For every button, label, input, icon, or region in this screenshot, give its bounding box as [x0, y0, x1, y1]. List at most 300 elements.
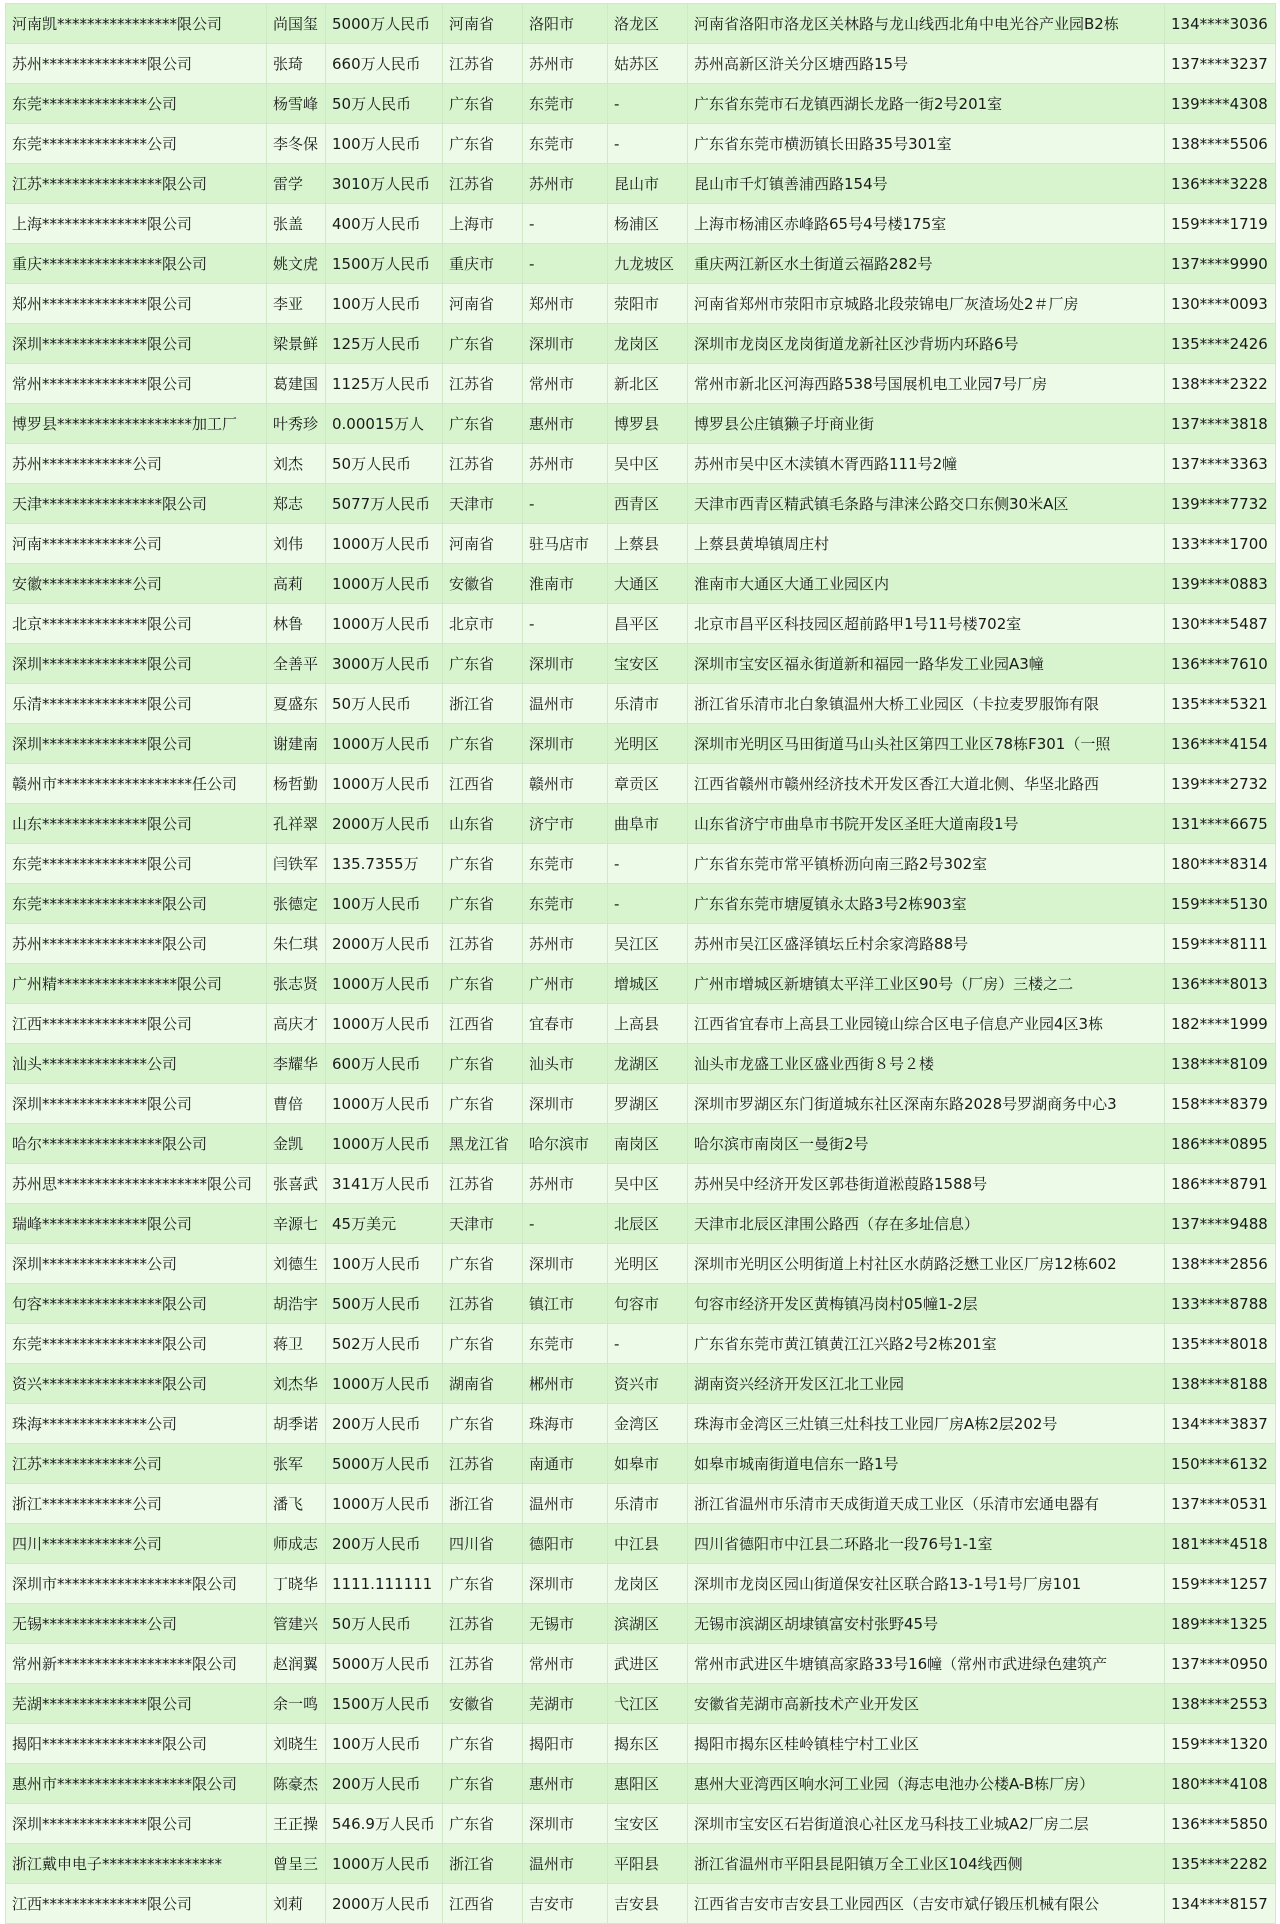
company-name-cell: 深圳**************公司	[6, 1244, 267, 1284]
company-name-cell: 四川************公司	[6, 1524, 267, 1564]
company-name-cell: 江苏************公司	[6, 1444, 267, 1484]
province-cell: 天津市	[443, 1204, 523, 1244]
company-name-cell: 江西**************限公司	[6, 1004, 267, 1044]
address-cell: 如皋市城南街道电信东一路1号	[688, 1444, 1165, 1484]
legal-rep-cell: 孔祥翠	[267, 804, 326, 844]
registered-capital-cell: 1000万人民币	[326, 964, 443, 1004]
city-cell: 淮南市	[523, 564, 608, 604]
city-cell: 驻马店市	[523, 524, 608, 564]
address-cell: 广东省东莞市黄江镇黄江江兴路2号2栋201室	[688, 1324, 1165, 1364]
legal-rep-cell: 李耀华	[267, 1044, 326, 1084]
registered-capital-cell: 135.7355万	[326, 844, 443, 884]
company-name-cell: 东莞****************限公司	[6, 1324, 267, 1364]
district-cell: 吴中区	[608, 444, 688, 484]
district-cell: 弋江区	[608, 1684, 688, 1724]
registered-capital-cell: 2000万人民币	[326, 924, 443, 964]
table-row	[6, 1524, 1276, 1564]
city-cell: 赣州市	[523, 764, 608, 804]
registered-capital-cell: 45万美元	[326, 1204, 443, 1244]
province-cell: 湖南省	[443, 1364, 523, 1404]
province-cell: 广东省	[443, 884, 523, 924]
address-cell: 河南省洛阳市洛龙区关林路与龙山线西北角中电光谷产业园B2栋	[688, 4, 1165, 44]
company-name-cell: 重庆****************限公司	[6, 244, 267, 284]
table-row	[6, 284, 1276, 324]
table-row	[6, 164, 1276, 204]
registered-capital-cell: 1111.111111	[326, 1564, 443, 1604]
province-cell: 重庆市	[443, 244, 523, 284]
company-name-cell: 郑州**************限公司	[6, 284, 267, 324]
city-cell: 东莞市	[523, 124, 608, 164]
address-cell: 四川省德阳市中江县二环路北一段76号1-1室	[688, 1524, 1165, 1564]
legal-rep-cell: 闫铁军	[267, 844, 326, 884]
address-cell: 上海市杨浦区赤峰路65号4号楼175室	[688, 204, 1165, 244]
company-name-cell: 揭阳****************限公司	[6, 1724, 267, 1764]
province-cell: 江苏省	[443, 924, 523, 964]
table-row	[6, 1684, 1276, 1724]
address-cell: 安徽省芜湖市高新技术产业开发区	[688, 1684, 1165, 1724]
address-cell: 深圳市罗湖区东门街道城东社区深南东路2028号罗湖商务中心3	[688, 1084, 1165, 1124]
table-row	[6, 1324, 1276, 1364]
phone-cell: 137****0950	[1165, 1644, 1276, 1684]
registered-capital-cell: 1125万人民币	[326, 364, 443, 404]
phone-cell: 138****5506	[1165, 124, 1276, 164]
district-cell: 如皋市	[608, 1444, 688, 1484]
registered-capital-cell: 125万人民币	[326, 324, 443, 364]
company-name-cell: 苏州************公司	[6, 444, 267, 484]
province-cell: 江苏省	[443, 1644, 523, 1684]
legal-rep-cell: 辛源七	[267, 1204, 326, 1244]
district-cell: 中江县	[608, 1524, 688, 1564]
province-cell: 广东省	[443, 644, 523, 684]
table-row	[6, 404, 1276, 444]
table-row	[6, 684, 1276, 724]
city-cell: 深圳市	[523, 1244, 608, 1284]
district-cell: -	[608, 124, 688, 164]
legal-rep-cell: 尚国玺	[267, 4, 326, 44]
district-cell: 平阳县	[608, 1844, 688, 1884]
city-cell: 深圳市	[523, 324, 608, 364]
city-cell: 苏州市	[523, 1164, 608, 1204]
legal-rep-cell: 梁景鲜	[267, 324, 326, 364]
registered-capital-cell: 1000万人民币	[326, 1484, 443, 1524]
company-name-cell: 上海**************限公司	[6, 204, 267, 244]
address-cell: 惠州大亚湾西区响水河工业园（海志电池办公楼A-B栋厂房）	[688, 1764, 1165, 1804]
city-cell: 洛阳市	[523, 4, 608, 44]
district-cell: 宝安区	[608, 644, 688, 684]
province-cell: 浙江省	[443, 1484, 523, 1524]
registered-capital-cell: 5000万人民币	[326, 1444, 443, 1484]
table-row	[6, 564, 1276, 604]
table-row	[6, 844, 1276, 884]
table-row	[6, 324, 1276, 364]
city-cell: 哈尔滨市	[523, 1124, 608, 1164]
table-row	[6, 1404, 1276, 1444]
table-row	[6, 964, 1276, 1004]
city-cell: 宜春市	[523, 1004, 608, 1044]
legal-rep-cell: 潘飞	[267, 1484, 326, 1524]
address-cell: 上蔡县黄埠镇周庄村	[688, 524, 1165, 564]
city-cell: 深圳市	[523, 1804, 608, 1844]
phone-cell: 159****1257	[1165, 1564, 1276, 1604]
city-cell: 郑州市	[523, 284, 608, 324]
company-name-cell: 天津****************限公司	[6, 484, 267, 524]
province-cell: 河南省	[443, 4, 523, 44]
registered-capital-cell: 100万人民币	[326, 124, 443, 164]
registered-capital-cell: 1500万人民币	[326, 1684, 443, 1724]
province-cell: 广东省	[443, 1044, 523, 1084]
city-cell: 南通市	[523, 1444, 608, 1484]
phone-cell: 135****5321	[1165, 684, 1276, 724]
address-cell: 深圳市龙岗区龙岗街道龙新社区沙背坜内环路6号	[688, 324, 1165, 364]
city-cell: 无锡市	[523, 1604, 608, 1644]
province-cell: 安徽省	[443, 564, 523, 604]
province-cell: 广东省	[443, 1084, 523, 1124]
legal-rep-cell: 刘德生	[267, 1244, 326, 1284]
district-cell: 上蔡县	[608, 524, 688, 564]
phone-cell: 159****5130	[1165, 884, 1276, 924]
province-cell: 广东省	[443, 1324, 523, 1364]
city-cell: 吉安市	[523, 1884, 608, 1924]
city-cell: 东莞市	[523, 884, 608, 924]
district-cell: -	[608, 1324, 688, 1364]
table-row	[6, 724, 1276, 764]
legal-rep-cell: 张志贤	[267, 964, 326, 1004]
registered-capital-cell: 2000万人民币	[326, 804, 443, 844]
address-cell: 汕头市龙盛工业区盛业西街８号２楼	[688, 1044, 1165, 1084]
district-cell: 光明区	[608, 724, 688, 764]
phone-cell: 137****9488	[1165, 1204, 1276, 1244]
company-name-cell: 苏州****************限公司	[6, 924, 267, 964]
legal-rep-cell: 杨雪峰	[267, 84, 326, 124]
phone-cell: 137****0531	[1165, 1484, 1276, 1524]
registered-capital-cell: 50万人民币	[326, 84, 443, 124]
company-name-cell: 乐清**************限公司	[6, 684, 267, 724]
registered-capital-cell: 1000万人民币	[326, 1364, 443, 1404]
legal-rep-cell: 胡季诺	[267, 1404, 326, 1444]
province-cell: 广东省	[443, 1404, 523, 1444]
phone-cell: 138****2322	[1165, 364, 1276, 404]
province-cell: 广东省	[443, 124, 523, 164]
registered-capital-cell: 1000万人民币	[326, 724, 443, 764]
company-table-sheet	[5, 3, 1275, 1924]
table-row	[6, 1604, 1276, 1644]
address-cell: 昆山市千灯镇善浦西路154号	[688, 164, 1165, 204]
city-cell: 珠海市	[523, 1404, 608, 1444]
district-cell: 龙岗区	[608, 1564, 688, 1604]
address-cell: 广东省东莞市塘厦镇永太路3号2栋903室	[688, 884, 1165, 924]
table-row	[6, 204, 1276, 244]
city-cell: 常州市	[523, 364, 608, 404]
table-row	[6, 804, 1276, 844]
district-cell: 荥阳市	[608, 284, 688, 324]
company-name-cell: 常州新******************限公司	[6, 1644, 267, 1684]
registered-capital-cell: 0.00015万人	[326, 404, 443, 444]
company-name-cell: 惠州市******************限公司	[6, 1764, 267, 1804]
city-cell: 东莞市	[523, 1324, 608, 1364]
city-cell: 汕头市	[523, 1044, 608, 1084]
table-row	[6, 1644, 1276, 1684]
registered-capital-cell: 660万人民币	[326, 44, 443, 84]
province-cell: 江西省	[443, 1004, 523, 1044]
province-cell: 江苏省	[443, 1444, 523, 1484]
company-name-cell: 深圳**************限公司	[6, 324, 267, 364]
phone-cell: 180****8314	[1165, 844, 1276, 884]
province-cell: 广东省	[443, 724, 523, 764]
registered-capital-cell: 5077万人民币	[326, 484, 443, 524]
legal-rep-cell: 高庆才	[267, 1004, 326, 1044]
district-cell: 章贡区	[608, 764, 688, 804]
city-cell: 苏州市	[523, 444, 608, 484]
city-cell: 温州市	[523, 1844, 608, 1884]
company-name-cell: 深圳市******************限公司	[6, 1564, 267, 1604]
address-cell: 广州市增城区新塘镇太平洋工业区90号（厂房）三楼之二	[688, 964, 1165, 1004]
address-cell: 江西省宜春市上高县工业园镜山综合区电子信息产业园4区3栋	[688, 1004, 1165, 1044]
registered-capital-cell: 100万人民币	[326, 1724, 443, 1764]
district-cell: 杨浦区	[608, 204, 688, 244]
city-cell: 芜湖市	[523, 1684, 608, 1724]
company-name-cell: 浙江************公司	[6, 1484, 267, 1524]
registered-capital-cell: 1000万人民币	[326, 764, 443, 804]
province-cell: 广东省	[443, 1244, 523, 1284]
table-body	[6, 4, 1276, 1924]
table-row	[6, 364, 1276, 404]
registered-capital-cell: 1000万人民币	[326, 1124, 443, 1164]
city-cell: 深圳市	[523, 1084, 608, 1124]
table-row	[6, 1124, 1276, 1164]
address-cell: 浙江省温州市平阳县昆阳镇万全工业区104线西侧	[688, 1844, 1165, 1884]
city-cell: 深圳市	[523, 1564, 608, 1604]
province-cell: 广东省	[443, 84, 523, 124]
district-cell: 吉安县	[608, 1884, 688, 1924]
city-cell: 东莞市	[523, 844, 608, 884]
legal-rep-cell: 李亚	[267, 284, 326, 324]
legal-rep-cell: 张盖	[267, 204, 326, 244]
district-cell: 博罗县	[608, 404, 688, 444]
table-row	[6, 644, 1276, 684]
registered-capital-cell: 3000万人民币	[326, 644, 443, 684]
legal-rep-cell: 郑志	[267, 484, 326, 524]
phone-cell: 138****2553	[1165, 1684, 1276, 1724]
legal-rep-cell: 刘晓生	[267, 1724, 326, 1764]
district-cell: 吴中区	[608, 1164, 688, 1204]
phone-cell: 136****4154	[1165, 724, 1276, 764]
province-cell: 上海市	[443, 204, 523, 244]
table-row	[6, 484, 1276, 524]
city-cell: 苏州市	[523, 164, 608, 204]
province-cell: 广东省	[443, 964, 523, 1004]
province-cell: 江苏省	[443, 44, 523, 84]
address-cell: 博罗县公庄镇獭子圩商业街	[688, 404, 1165, 444]
city-cell: 郴州市	[523, 1364, 608, 1404]
phone-cell: 135****8018	[1165, 1324, 1276, 1364]
legal-rep-cell: 谢建南	[267, 724, 326, 764]
city-cell: 镇江市	[523, 1284, 608, 1324]
phone-cell: 136****7610	[1165, 644, 1276, 684]
registered-capital-cell: 50万人民币	[326, 684, 443, 724]
legal-rep-cell: 张德定	[267, 884, 326, 924]
phone-cell: 137****3818	[1165, 404, 1276, 444]
address-cell: 天津市北辰区津围公路西（存在多址信息）	[688, 1204, 1165, 1244]
phone-cell: 134****3036	[1165, 4, 1276, 44]
city-cell: -	[523, 604, 608, 644]
phone-cell: 137****9990	[1165, 244, 1276, 284]
city-cell: 深圳市	[523, 644, 608, 684]
table-row	[6, 84, 1276, 124]
legal-rep-cell: 李冬保	[267, 124, 326, 164]
table-row	[6, 444, 1276, 484]
company-name-cell: 深圳**************限公司	[6, 1084, 267, 1124]
phone-cell: 136****5850	[1165, 1804, 1276, 1844]
address-cell: 哈尔滨市南岗区一曼街2号	[688, 1124, 1165, 1164]
registered-capital-cell: 5000万人民币	[326, 1644, 443, 1684]
company-name-cell: 珠海**************公司	[6, 1404, 267, 1444]
company-name-cell: 东莞**************公司	[6, 84, 267, 124]
province-cell: 江西省	[443, 1884, 523, 1924]
city-cell: -	[523, 1204, 608, 1244]
phone-cell: 159****1719	[1165, 204, 1276, 244]
district-cell: 乐清市	[608, 1484, 688, 1524]
province-cell: 江西省	[443, 764, 523, 804]
table-row	[6, 1164, 1276, 1204]
phone-cell: 139****7732	[1165, 484, 1276, 524]
phone-cell: 133****1700	[1165, 524, 1276, 564]
province-cell: 安徽省	[443, 1684, 523, 1724]
phone-cell: 158****8379	[1165, 1084, 1276, 1124]
district-cell: 句容市	[608, 1284, 688, 1324]
company-name-cell: 安徽************公司	[6, 564, 267, 604]
phone-cell: 130****5487	[1165, 604, 1276, 644]
city-cell: 温州市	[523, 1484, 608, 1524]
company-name-cell: 广州精****************限公司	[6, 964, 267, 1004]
phone-cell: 181****4518	[1165, 1524, 1276, 1564]
address-cell: 江西省赣州市赣州经济技术开发区香江大道北侧、华坚北路西	[688, 764, 1165, 804]
table-row	[6, 1004, 1276, 1044]
legal-rep-cell: 夏盛东	[267, 684, 326, 724]
address-cell: 句容市经济开发区黄梅镇冯岗村05幢1-2层	[688, 1284, 1165, 1324]
legal-rep-cell: 曹倍	[267, 1084, 326, 1124]
district-cell: 上高县	[608, 1004, 688, 1044]
phone-cell: 137****3363	[1165, 444, 1276, 484]
company-name-cell: 芜湖**************限公司	[6, 1684, 267, 1724]
company-name-cell: 东莞**************公司	[6, 124, 267, 164]
province-cell: 江苏省	[443, 164, 523, 204]
company-name-cell: 河南凯****************限公司	[6, 4, 267, 44]
registered-capital-cell: 1000万人民币	[326, 1844, 443, 1884]
legal-rep-cell: 高莉	[267, 564, 326, 604]
registered-capital-cell: 200万人民币	[326, 1524, 443, 1564]
province-cell: 天津市	[443, 484, 523, 524]
legal-rep-cell: 叶秀珍	[267, 404, 326, 444]
company-name-cell: 东莞**************限公司	[6, 844, 267, 884]
legal-rep-cell: 刘莉	[267, 1884, 326, 1924]
address-cell: 广东省东莞市石龙镇西湖长龙路一街2号201室	[688, 84, 1165, 124]
city-cell: 东莞市	[523, 84, 608, 124]
legal-rep-cell: 张喜武	[267, 1164, 326, 1204]
legal-rep-cell: 张琦	[267, 44, 326, 84]
phone-cell: 138****8109	[1165, 1044, 1276, 1084]
district-cell: 揭东区	[608, 1724, 688, 1764]
registered-capital-cell: 100万人民币	[326, 1244, 443, 1284]
district-cell: 吴江区	[608, 924, 688, 964]
table-row	[6, 1364, 1276, 1404]
address-cell: 天津市西青区精武镇毛条路与津涞公路交口东侧30米A区	[688, 484, 1165, 524]
registered-capital-cell: 1000万人民币	[326, 604, 443, 644]
legal-rep-cell: 胡浩宇	[267, 1284, 326, 1324]
phone-cell: 134****3837	[1165, 1404, 1276, 1444]
district-cell: 滨湖区	[608, 1604, 688, 1644]
company-name-cell: 无锡**************公司	[6, 1604, 267, 1644]
registered-capital-cell: 3010万人民币	[326, 164, 443, 204]
phone-cell: 189****1325	[1165, 1604, 1276, 1644]
table-row	[6, 1564, 1276, 1604]
city-cell: 惠州市	[523, 404, 608, 444]
phone-cell: 159****8111	[1165, 924, 1276, 964]
phone-cell: 139****4308	[1165, 84, 1276, 124]
registered-capital-cell: 5000万人民币	[326, 4, 443, 44]
table-row	[6, 524, 1276, 564]
legal-rep-cell: 王正操	[267, 1804, 326, 1844]
province-cell: 浙江省	[443, 1844, 523, 1884]
address-cell: 珠海市金湾区三灶镇三灶科技工业园厂房A栋2层202号	[688, 1404, 1165, 1444]
city-cell: 济宁市	[523, 804, 608, 844]
company-name-cell: 深圳**************限公司	[6, 644, 267, 684]
province-cell: 河南省	[443, 524, 523, 564]
phone-cell: 159****1320	[1165, 1724, 1276, 1764]
legal-rep-cell: 丁晓华	[267, 1564, 326, 1604]
phone-cell: 150****6132	[1165, 1444, 1276, 1484]
district-cell: 昆山市	[608, 164, 688, 204]
district-cell: 曲阜市	[608, 804, 688, 844]
company-name-cell: 赣州市******************任公司	[6, 764, 267, 804]
city-cell: 常州市	[523, 1644, 608, 1684]
province-cell: 广东省	[443, 844, 523, 884]
district-cell: 龙湖区	[608, 1044, 688, 1084]
address-cell: 北京市昌平区科技园区超前路甲1号11号楼702室	[688, 604, 1165, 644]
district-cell: 洛龙区	[608, 4, 688, 44]
phone-cell: 135****2282	[1165, 1844, 1276, 1884]
table-row	[6, 1884, 1276, 1924]
district-cell: 宝安区	[608, 1804, 688, 1844]
address-cell: 淮南市大通区大通工业园区内	[688, 564, 1165, 604]
registered-capital-cell: 3141万人民币	[326, 1164, 443, 1204]
province-cell: 江苏省	[443, 444, 523, 484]
company-name-cell: 苏州**************限公司	[6, 44, 267, 84]
table-row	[6, 884, 1276, 924]
province-cell: 江苏省	[443, 1284, 523, 1324]
table-row	[6, 124, 1276, 164]
company-name-cell: 哈尔****************限公司	[6, 1124, 267, 1164]
table-row	[6, 1764, 1276, 1804]
table-row	[6, 44, 1276, 84]
registered-capital-cell: 502万人民币	[326, 1324, 443, 1364]
registered-capital-cell: 50万人民币	[326, 1604, 443, 1644]
phone-cell: 136****3228	[1165, 164, 1276, 204]
city-cell: 德阳市	[523, 1524, 608, 1564]
table-row	[6, 1044, 1276, 1084]
city-cell: -	[523, 484, 608, 524]
company-name-cell: 资兴****************限公司	[6, 1364, 267, 1404]
legal-rep-cell: 雷学	[267, 164, 326, 204]
registered-capital-cell: 200万人民币	[326, 1404, 443, 1444]
table-row	[6, 1244, 1276, 1284]
address-cell: 广东省东莞市常平镇桥沥向南三路2号302室	[688, 844, 1165, 884]
legal-rep-cell: 葛建国	[267, 364, 326, 404]
phone-cell: 186****8791	[1165, 1164, 1276, 1204]
registered-capital-cell: 500万人民币	[326, 1284, 443, 1324]
province-cell: 四川省	[443, 1524, 523, 1564]
district-cell: 金湾区	[608, 1404, 688, 1444]
province-cell: 北京市	[443, 604, 523, 644]
